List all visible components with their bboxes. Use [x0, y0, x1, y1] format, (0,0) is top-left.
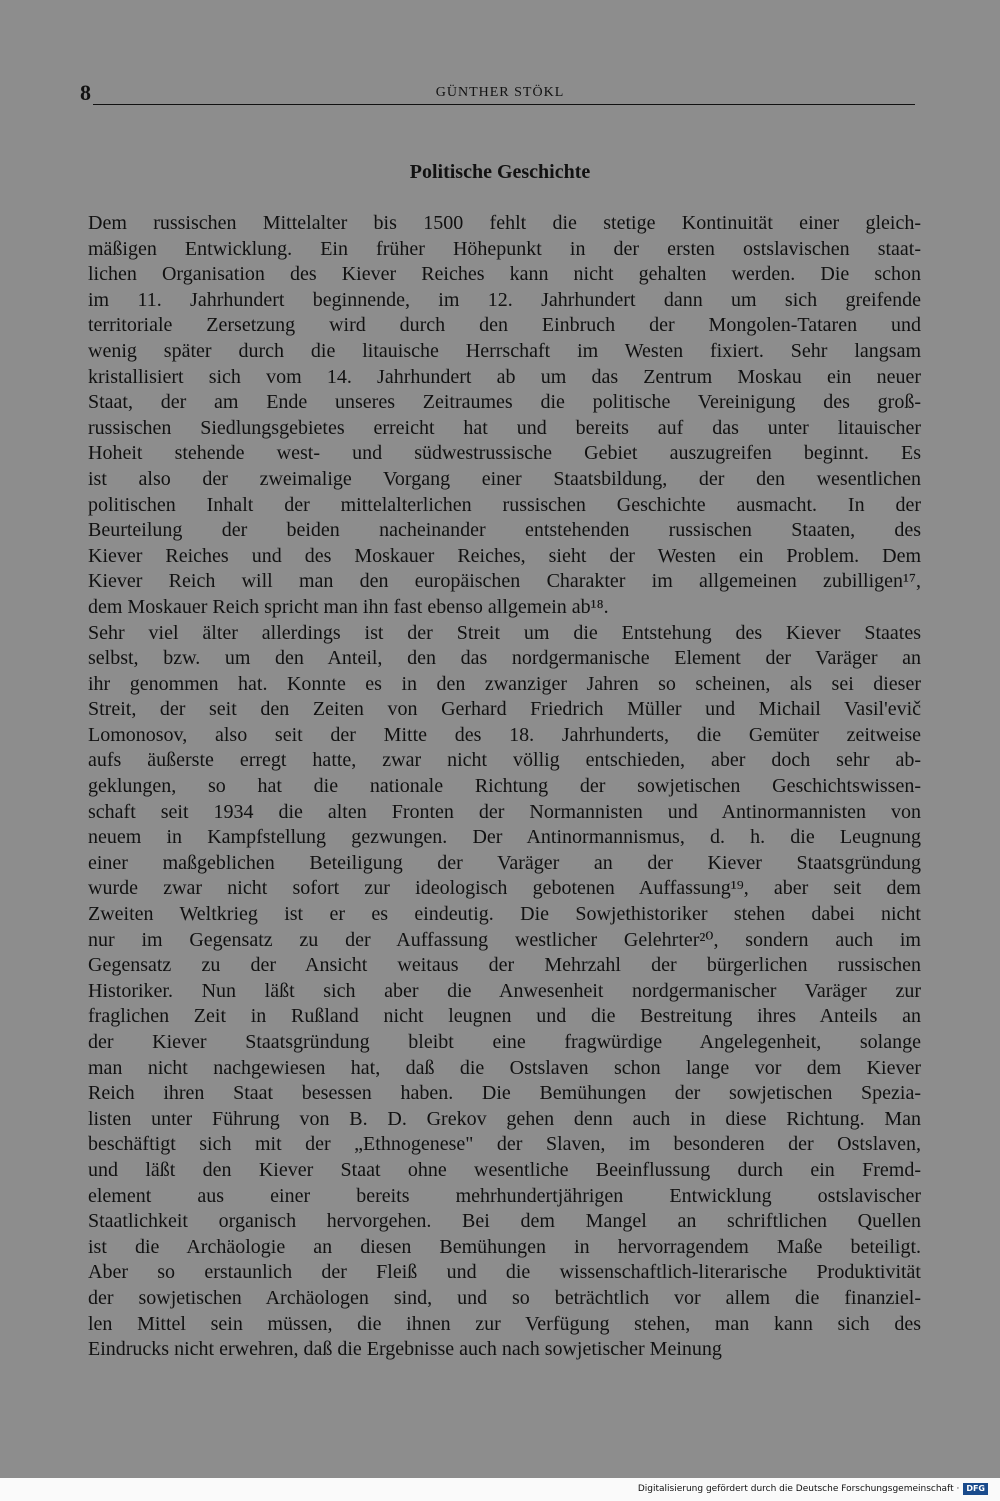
text-line: selbst, bzw. um den Anteil, den das nordgermanische Element der Varäger an: [88, 647, 921, 670]
text-line: Lomonosov, also seit der Mitte des 18. Jahrhunderts, die Gemüter zeitweise: [88, 723, 921, 746]
running-head-author: GÜNTHER STÖKL: [435, 85, 565, 100]
text-line: nur im Gegensatz zu der Auffassung westlicher Gelehrter²⁰, sondern auch im: [88, 928, 921, 951]
section-title: Politische Geschichte: [409, 161, 591, 183]
text-line: aufs äußerste erregt hatte, zwar nicht völlig entschieden, aber doch sehr ab-: [88, 749, 921, 772]
text-line: Kiever Reich will man den europäischen Charakter im allgemeinen zubilligen¹⁷,: [88, 570, 921, 593]
text-line: Zweiten Weltkrieg ist er es eindeutig. Die Sowjethistoriker stehen dabei nicht: [88, 903, 921, 926]
text-line: der Kiever Staatsgründung bleibt eine fragwürdige Angelegenheit, solange: [88, 1031, 921, 1053]
text-line: und läßt den Kiever Staat ohne wesentliche Beeinflussung durch ein Fremd-: [88, 1158, 921, 1181]
text-line: Staatlichkeit organisch hervorgehen. Bei dem Mangel an schriftlichen Quellen: [88, 1210, 921, 1233]
header-rule: [93, 104, 915, 105]
text-line: Dem russischen Mittelalter bis 1500 fehlt die stetige Kontinuität einer gleich-: [88, 212, 921, 234]
text-line: Kiever Reiches und des Moskauer Reiches, sieht der Westen ein Problem. Dem: [88, 544, 921, 567]
text-line: dem Moskauer Reich spricht man ihn fast ebenso allgemein ab¹⁸.: [88, 595, 609, 618]
text-line: Reich ihren Staat besessen haben. Die Bemühungen der sowjetischen Spezia-: [88, 1082, 921, 1105]
text-line: fraglichen Zeit in Rußland nicht leugnen und die Bestreitung ihres Anteils an: [88, 1005, 921, 1028]
body-text: [88, 211, 921, 1363]
text-line: geklungen, so hat die nationale Richtung der sowjetischen Geschichtswissen-: [88, 775, 921, 798]
text-line: listen unter Führung von B. D. Grekov gehen denn auch in diese Richtung. Man: [88, 1107, 921, 1130]
page-number: 8: [80, 80, 91, 105]
text-line: Historiker. Nun läßt sich aber die Anwesenheit nordgermanischer Varäger zur: [88, 979, 921, 1002]
digitization-footer: [636, 1482, 990, 1496]
text-line: russischen Siedlungsgebietes erreicht hat und bereits auf das unter litauischer: [88, 416, 921, 439]
text-line: einer maßgeblichen Beteiligung der Varäger an der Kiever Staatsgründung: [88, 851, 921, 874]
text-line: ist die Archäologie an diesen Bemühungen in hervorragendem Maße beteiligt.: [88, 1235, 921, 1258]
text-line: Staat, der am Ende unseres Zeitraumes die politische Vereinigung des groß-: [88, 391, 921, 414]
text-line: Streit, der seit den Zeiten von Gerhard Friedrich Müller und Michail Vasil'evič: [88, 698, 921, 721]
text-line: len Mittel sein müssen, die ihnen zur Verfügung stehen, man kann sich des: [88, 1312, 921, 1335]
text-line: wenig später durch die litauische Herrschaft im Westen fixiert. Sehr langsam: [88, 339, 921, 362]
text-line: der sowjetischen Archäologen sind, und so beträchtlich vor allem die finanziel-: [88, 1286, 921, 1309]
text-line: Beurteilung der beiden nacheinander entstehenden russischen Staaten, des: [88, 519, 921, 542]
text-line: Eindrucks nicht erwehren, daß die Ergebnisse auch nach sowjetischer Meinung: [88, 1338, 722, 1361]
text-line: man nicht nachgewiesen hat, daß die Ostslaven schon lange vor dem Kiever: [88, 1056, 921, 1079]
text-line: lichen Organisation des Kiever Reiches kann nicht gehalten werden. Die schon: [88, 263, 921, 286]
text-line: schaft seit 1934 die alten Fronten der Normannisten und Antinormannisten von: [88, 800, 921, 823]
text-line: Sehr viel älter allerdings ist der Streit um die Entstehung des Kiever Staates: [88, 621, 921, 644]
text-line: Hoheit stehende west- und südwestrussische Gebiet auszugreifen beginnt. Es: [88, 442, 921, 465]
text-line: territoriale Zersetzung wird durch den Einbruch der Mongolen-Tataren und: [88, 314, 921, 337]
text-line: element aus einer bereits mehrhundertjährigen Entwicklung ostslavischer: [88, 1184, 921, 1207]
text-line: mäßigen Entwicklung. Ein früher Höhepunkt in der ersten ostslavischen staat-: [88, 237, 921, 260]
text-line: Aber so erstaunlich der Fleiß und die wissenschaftlich-literarische Produktivität: [88, 1261, 921, 1284]
dfg-logo: DFG: [963, 1483, 988, 1495]
text-line: Gegensatz zu der Ansicht weitaus der Mehrzahl der bürgerlichen russischen: [88, 954, 921, 977]
text-line: beschäftigt sich mit der „Ethnogenese" der Slaven, im besonderen der Ostslaven,: [88, 1133, 921, 1156]
text-line: ist also der zweimalige Vorgang einer Staatsbildung, der den wesentlichen: [88, 467, 921, 490]
text-line: ihr genommen hat. Konnte es in den zwanziger Jahren so scheinen, als sei dieser: [88, 672, 921, 695]
text-line: kristallisiert sich vom 14. Jahrhundert ab um das Zentrum Moskau ein neuer: [88, 365, 921, 388]
text-line: wurde zwar nicht sofort zur ideologisch gebotenen Auffassung¹⁹, aber seit dem: [88, 877, 921, 900]
footer-text: Digitalisierung gefördert durch die Deutsche Forschungsgemeinschaft ·: [637, 1484, 960, 1494]
text-line: politischen Inhalt der mittelalterlichen russischen Geschichte ausmacht. In der: [88, 493, 921, 516]
text-line: im 11. Jahrhundert beginnende, im 12. Jahrhundert dann um sich greifende: [88, 288, 921, 311]
text-line: neuem in Kampfstellung gezwungen. Der Antinormannismus, d. h. die Leugnung: [88, 826, 921, 849]
